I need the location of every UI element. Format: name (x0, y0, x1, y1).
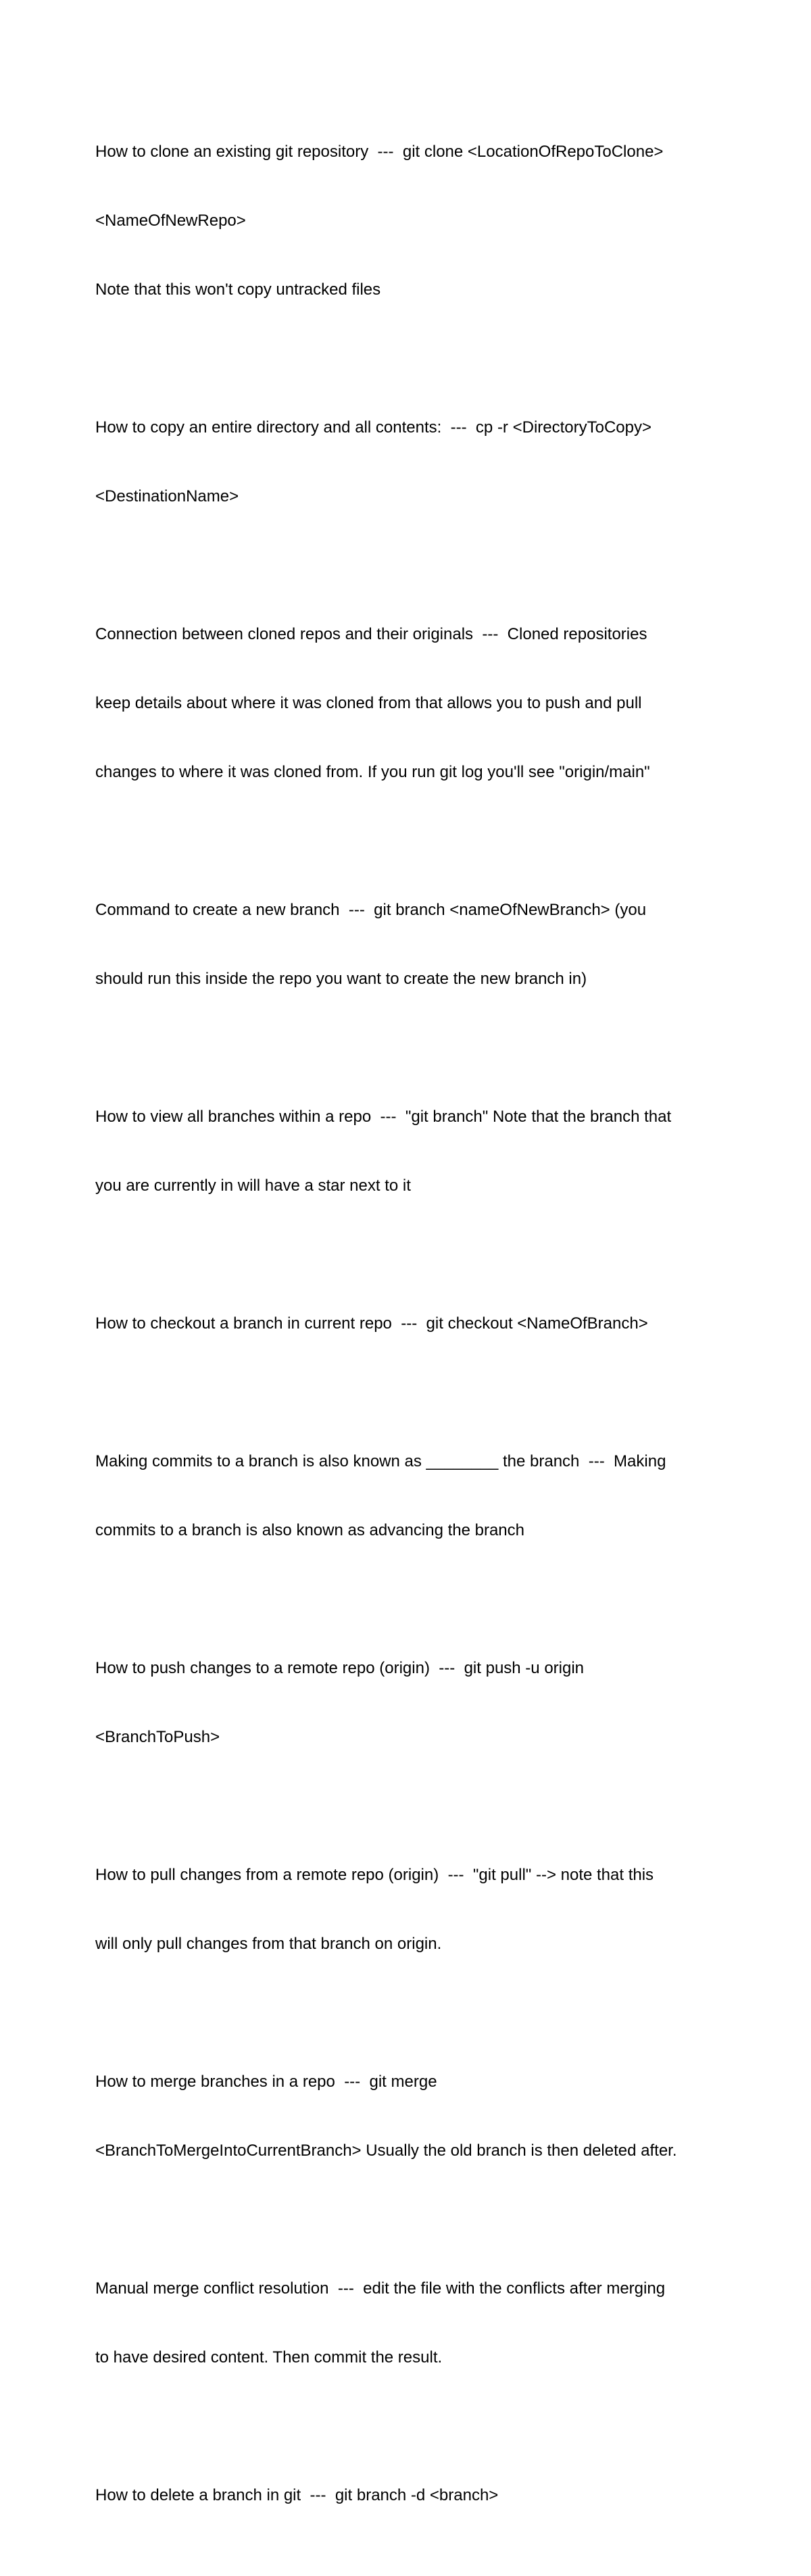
note-line: How to pull changes from a remote repo (origin) --- "git pull" --> note that this (95, 1866, 654, 1884)
note-line: How to push changes to a remote repo (origin) --- git push -u origin (95, 1659, 585, 1677)
note-line: Connection between cloned repos and their originals --- Cloned repositories (95, 625, 647, 643)
note-line: to have desired content. Then commit the result. (95, 2348, 443, 2367)
note-line: How to checkout a branch in current repo --- git checkout <NameOfBranch> (95, 1314, 648, 1333)
note-entry-merge-branches (95, 2025, 724, 2208)
note-entry-view-branches (95, 1060, 724, 1243)
note-line: commits to a branch is also known as advancing the branch (95, 1521, 525, 1539)
note-line: <BranchToMergeIntoCurrentBranch> Usually the old branch is then deleted after. (95, 2141, 677, 2160)
note-line: <BranchToPush> (95, 1728, 220, 1746)
note-line: you are currently in will have a star next to it (95, 1176, 411, 1195)
note-line: Command to create a new branch --- git branch <nameOfNewBranch> (you (95, 901, 647, 919)
note-entry-cloned-repos-connection (95, 577, 724, 830)
document-page (95, 95, 724, 2576)
note-entry-create-branch (95, 853, 724, 1037)
note-entry-delete-branch (95, 2438, 724, 2553)
note-entry-pull-changes (95, 1818, 724, 2002)
note-line: Manual merge conflict resolution --- edit the file with the conflicts after merging (95, 2279, 666, 2298)
note-line: How to copy an entire directory and all contents: --- cp -r <DirectoryToCopy> (95, 418, 652, 437)
note-line: keep details about where it was cloned from that allows you to push and pull (95, 694, 642, 712)
note-entry-push-changes (95, 1611, 724, 1795)
note-line: How to clone an existing git repository --- git clone <LocationOfRepoToClone> (95, 143, 664, 161)
note-line: Note that this won't copy untracked files (95, 280, 381, 299)
note-line: will only pull changes from that branch on origin. (95, 1935, 442, 1953)
note-line: <DestinationName> (95, 487, 239, 505)
note-line: How to merge branches in a repo --- git merge (95, 2073, 437, 2091)
note-line: changes to where it was cloned from. If you run git log you'll see "origin/main" (95, 763, 650, 781)
note-entry-clone (95, 95, 724, 347)
note-line: Making commits to a branch is also known as ________ the branch --- Making (95, 1452, 666, 1470)
note-line: <NameOfNewRepo> (95, 212, 246, 230)
note-entry-advancing-branch (95, 1404, 724, 1588)
note-line: How to delete a branch in git --- git branch -d <branch> (95, 2486, 499, 2504)
note-entry-copy-directory (95, 370, 724, 554)
note-entry-checkout-branch (95, 1266, 724, 1381)
note-line: How to view all branches within a repo --- "git branch" Note that the branch that (95, 1108, 672, 1126)
note-line: should run this inside the repo you want to create the new branch in) (95, 970, 587, 988)
note-entry-merge-conflict (95, 2231, 724, 2415)
